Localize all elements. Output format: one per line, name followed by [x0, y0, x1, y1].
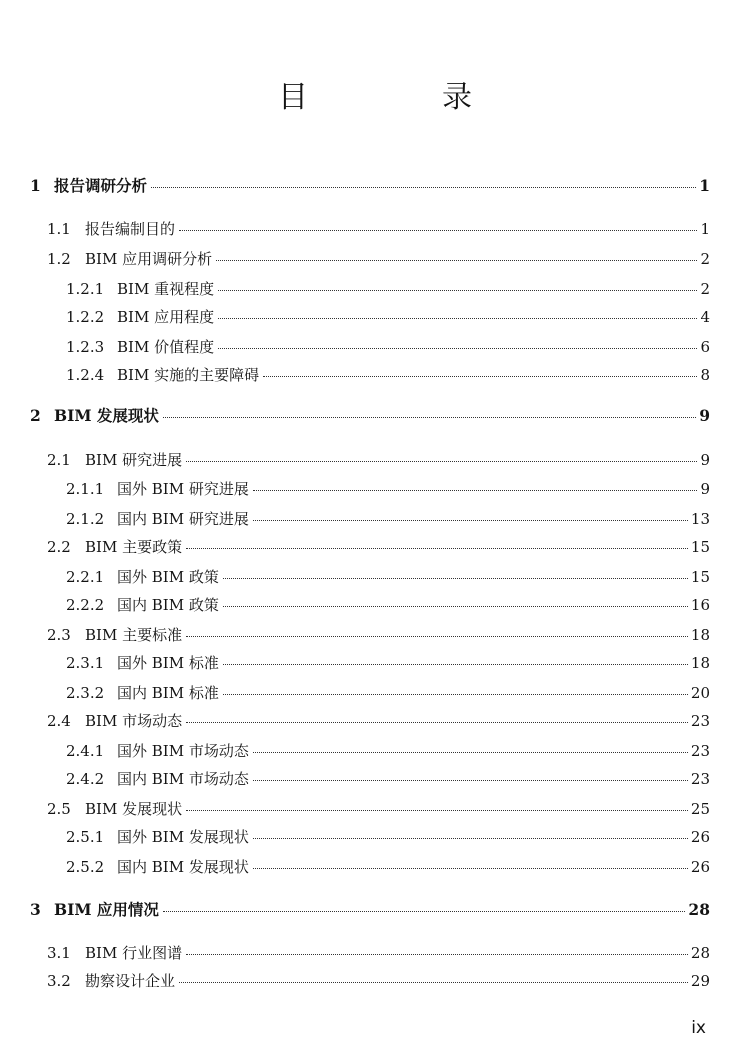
- toc-entry-number: 2: [30, 406, 41, 425]
- toc-entry-number: 1.2.3: [66, 338, 105, 356]
- toc-entry[interactable]: [0, 942, 750, 964]
- toc-leader-dots: [186, 954, 688, 955]
- toc-entry[interactable]: [0, 826, 750, 848]
- toc-entry-page: 1: [700, 220, 710, 238]
- toc-entry-page: 9: [699, 406, 710, 425]
- toc-leader-dots: [186, 810, 688, 811]
- toc-entry-label: BIM 主要标准: [85, 626, 183, 644]
- toc-entry[interactable]: [0, 536, 750, 558]
- toc-entry-label: 国外 BIM 研究进展: [117, 480, 249, 498]
- toc-entry-number: 2.2.1: [66, 568, 105, 586]
- toc-entry[interactable]: [0, 218, 750, 240]
- toc-leader-dots: [218, 348, 697, 349]
- toc-entry-label: 国内 BIM 政策: [117, 596, 219, 614]
- toc-entry-label: BIM 发展现状: [85, 800, 183, 818]
- toc-leader-dots: [223, 578, 688, 579]
- toc-entry-page: 26: [690, 828, 710, 846]
- toc-leader-dots: [186, 636, 688, 637]
- toc-entry[interactable]: [0, 248, 750, 270]
- toc-leader-dots: [253, 490, 697, 491]
- toc-entry[interactable]: [0, 174, 750, 196]
- toc-entry-label: 国内 BIM 标准: [117, 684, 219, 702]
- toc-entry-label: 国外 BIM 标准: [117, 654, 219, 672]
- toc-entry-number: 1.1: [47, 220, 71, 238]
- toc-entry-number: 3.2: [47, 972, 71, 990]
- toc-entry-number: 1.2.1: [66, 280, 105, 298]
- toc-entry-number: 2.3: [47, 626, 71, 644]
- toc-leader-dots: [223, 606, 688, 607]
- page-number: ix: [691, 1018, 706, 1038]
- toc-leader-dots: [151, 187, 696, 188]
- toc-entry-label: BIM 主要政策: [85, 538, 183, 556]
- toc-leader-dots: [263, 376, 697, 377]
- toc-leader-dots: [179, 230, 697, 231]
- toc-entry[interactable]: [0, 478, 750, 500]
- toc-entry-label: BIM 发展现状: [54, 406, 159, 425]
- toc-entry-label: 报告编制目的: [85, 220, 176, 238]
- toc-entry-page: 20: [690, 684, 710, 702]
- toc-entry-page: 18: [690, 626, 710, 644]
- toc-entry[interactable]: [0, 508, 750, 530]
- toc-entry-number: 2.3.1: [66, 654, 105, 672]
- toc-leader-dots: [223, 664, 688, 665]
- toc-entry-label: BIM 应用程度: [117, 308, 215, 326]
- toc-entry[interactable]: [0, 798, 750, 820]
- toc-leader-dots: [186, 548, 688, 549]
- toc-entry[interactable]: [0, 710, 750, 732]
- toc-entry-page: 25: [690, 800, 710, 818]
- toc-entry-number: 2.5.2: [66, 858, 105, 876]
- toc-entry-label: 国内 BIM 发展现状: [117, 858, 249, 876]
- toc-entry-number: 1: [30, 176, 41, 195]
- toc-entry-label: BIM 实施的主要障碍: [117, 366, 260, 384]
- page-title: 目 录: [278, 80, 524, 115]
- toc-entry-page: 23: [690, 712, 710, 730]
- toc-entry-page: 15: [690, 538, 710, 556]
- toc-entry[interactable]: [0, 566, 750, 588]
- toc-entry[interactable]: [0, 364, 750, 386]
- toc-entry-page: 16: [690, 596, 710, 614]
- toc-leader-dots: [218, 290, 697, 291]
- toc-entry-number: 2.1.2: [66, 510, 105, 528]
- toc-entry-number: 1.2.2: [66, 308, 105, 326]
- toc-entry-page: 28: [688, 900, 710, 919]
- toc-entry-label: BIM 行业图谱: [85, 944, 183, 962]
- toc-entry-page: 4: [700, 308, 710, 326]
- toc-leader-dots: [216, 260, 697, 261]
- toc-entry-page: 28: [690, 944, 710, 962]
- toc-entry-page: 15: [690, 568, 710, 586]
- toc-entry-label: 国外 BIM 政策: [117, 568, 219, 586]
- toc-entry[interactable]: [0, 740, 750, 762]
- toc-entry-number: 2.1.1: [66, 480, 105, 498]
- toc-entry-page: 8: [700, 366, 710, 384]
- toc-entry-label: BIM 市场动态: [85, 712, 183, 730]
- toc-leader-dots: [253, 780, 688, 781]
- toc-entry-page: 13: [690, 510, 710, 528]
- toc-entry-label: 国内 BIM 市场动态: [117, 770, 249, 788]
- toc-entry[interactable]: [0, 404, 750, 426]
- toc-entry[interactable]: [0, 768, 750, 790]
- toc-entry-number: 2.2: [47, 538, 71, 556]
- toc-entry-label: BIM 应用调研分析: [85, 250, 213, 268]
- toc-entry-label: BIM 重视程度: [117, 280, 215, 298]
- toc-leader-dots: [179, 982, 688, 983]
- toc-entry[interactable]: [0, 624, 750, 646]
- toc-leader-dots: [186, 722, 688, 723]
- toc-entry-label: 国内 BIM 研究进展: [117, 510, 249, 528]
- toc-entry[interactable]: [0, 594, 750, 616]
- toc-entry[interactable]: [0, 336, 750, 358]
- toc-entry[interactable]: [0, 278, 750, 300]
- toc-entry-page: 2: [700, 280, 710, 298]
- toc-entry-label: 国外 BIM 发展现状: [117, 828, 249, 846]
- toc-entry-label: 勘察设计企业: [85, 972, 176, 990]
- toc-leader-dots: [253, 868, 688, 869]
- toc-entry-page: 2: [700, 250, 710, 268]
- toc-entry[interactable]: [0, 449, 750, 471]
- toc-entry[interactable]: [0, 306, 750, 328]
- toc-entry-number: 2.3.2: [66, 684, 105, 702]
- toc-entry-page: 1: [699, 176, 710, 195]
- toc-leader-dots: [218, 318, 697, 319]
- toc-entry-page: 6: [700, 338, 710, 356]
- toc-entry-label: BIM 应用情况: [54, 900, 159, 919]
- toc-entry-number: 2.4: [47, 712, 71, 730]
- toc-entry-number: 2.2.2: [66, 596, 105, 614]
- toc-entry-page: 9: [700, 451, 710, 469]
- toc-entry-number: 3.1: [47, 944, 71, 962]
- toc-entry[interactable]: [0, 970, 750, 992]
- toc-entry-number: 2.1: [47, 451, 71, 469]
- toc-entry-number: 2.5: [47, 800, 71, 818]
- toc-entry-page: 9: [700, 480, 710, 498]
- toc-entry[interactable]: [0, 898, 750, 920]
- toc-entry-page: 23: [690, 742, 710, 760]
- toc-leader-dots: [163, 911, 686, 912]
- toc-entry-label: 报告调研分析: [54, 176, 148, 195]
- toc-entry-page: 18: [690, 654, 710, 672]
- toc-entry[interactable]: [0, 856, 750, 878]
- toc-leader-dots: [253, 520, 688, 521]
- toc-leader-dots: [163, 417, 696, 418]
- toc-entry-page: 29: [690, 972, 710, 990]
- toc-leader-dots: [186, 461, 697, 462]
- toc-leader-dots: [223, 694, 688, 695]
- toc-entry-number: 1.2.4: [66, 366, 105, 384]
- toc-entry-number: 3: [30, 900, 41, 919]
- toc-entry-label: 国外 BIM 市场动态: [117, 742, 249, 760]
- toc-entry-number: 2.4.1: [66, 742, 105, 760]
- toc-entry-number: 1.2: [47, 250, 71, 268]
- toc-entry-label: BIM 价值程度: [117, 338, 215, 356]
- toc-entry-number: 2.5.1: [66, 828, 105, 846]
- toc-entry-label: BIM 研究进展: [85, 451, 183, 469]
- toc-entry[interactable]: [0, 682, 750, 704]
- toc-entry-page: 23: [690, 770, 710, 788]
- toc-entry[interactable]: [0, 652, 750, 674]
- toc-leader-dots: [253, 752, 688, 753]
- toc-leader-dots: [253, 838, 688, 839]
- toc-entry-number: 2.4.2: [66, 770, 105, 788]
- toc-entry-page: 26: [690, 858, 710, 876]
